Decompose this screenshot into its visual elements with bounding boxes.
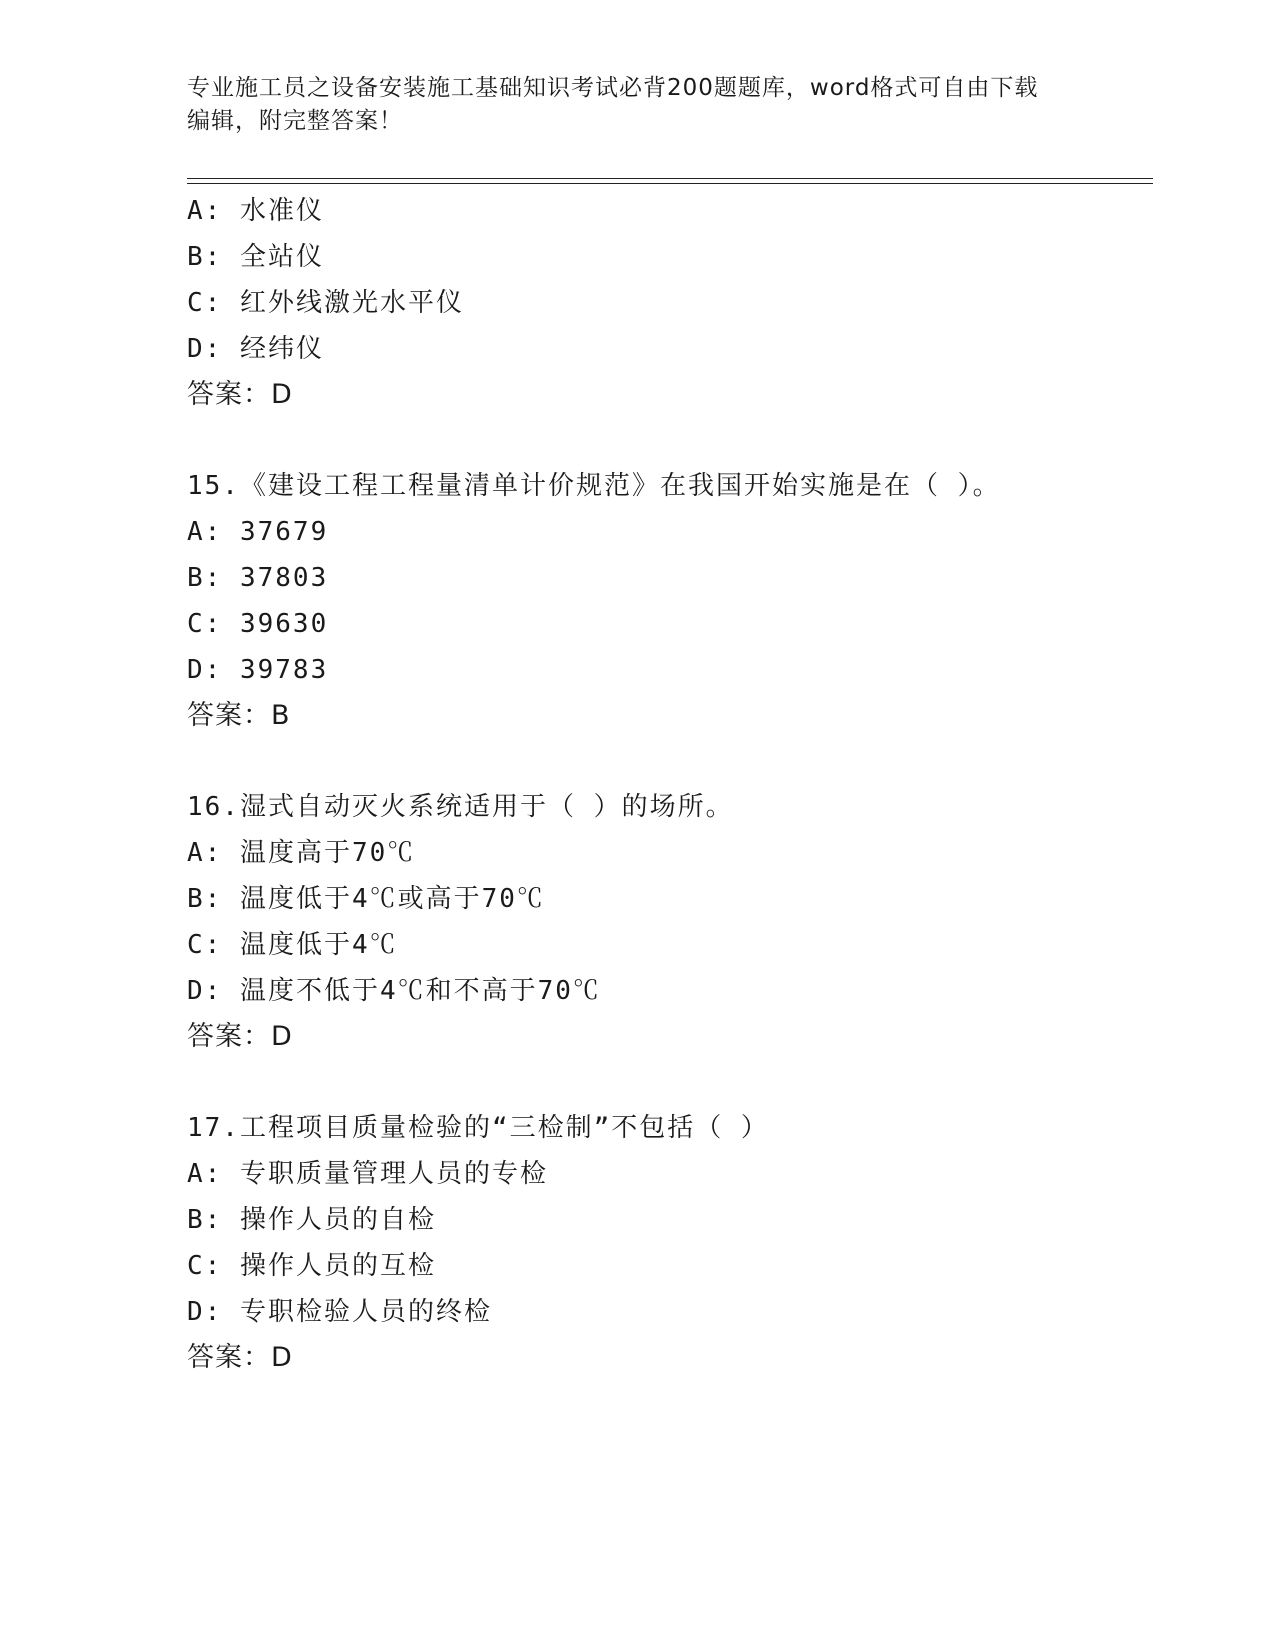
question-text: 16.湿式自动灭火系统适用于（ ）的场所。 xyxy=(187,792,734,822)
question-list xyxy=(187,188,1153,1381)
question-text: 15.《建设工程工程量清单计价规范》在我国开始实施是在（ ）。 xyxy=(187,471,1001,501)
answer: 答案：B xyxy=(187,700,291,731)
question-text: 17.工程项目质量检验的“三检制”不包括（ ） xyxy=(187,1113,769,1143)
option-b: B: 全站仪 xyxy=(187,242,324,272)
question-15 xyxy=(187,463,1153,739)
header-rule-top xyxy=(187,178,1153,179)
question-16 xyxy=(187,784,1153,1060)
option-d: D: 专职检验人员的终检 xyxy=(187,1297,492,1327)
option-a: A: 温度高于70℃ xyxy=(187,838,416,868)
option-d: D: 39783 xyxy=(187,655,329,685)
document-header xyxy=(187,72,1087,138)
option-c: C: 红外线激光水平仪 xyxy=(187,288,464,318)
option-d: D: 温度不低于4℃和不高于70℃ xyxy=(187,976,601,1006)
option-a: A: 专职质量管理人员的专检 xyxy=(187,1159,548,1189)
answer: 答案：D xyxy=(187,1021,293,1052)
header-rule-bottom xyxy=(187,183,1153,184)
option-c: C: 温度低于4℃ xyxy=(187,930,398,960)
option-c: C: 操作人员的互检 xyxy=(187,1251,436,1281)
header-line-1: 专业施工员之设备安装施工基础知识考试必背200题题库，word格式可自由下载 xyxy=(187,75,1039,101)
option-d: D: 经纬仪 xyxy=(187,334,324,364)
option-b: B: 37803 xyxy=(187,563,329,593)
option-a: A: 37679 xyxy=(187,517,329,547)
question-17 xyxy=(187,1105,1153,1381)
option-a: A: 水准仪 xyxy=(187,196,324,226)
option-c: C: 39630 xyxy=(187,609,329,639)
answer: 答案：D xyxy=(187,1342,293,1373)
option-b: B: 操作人员的自检 xyxy=(187,1205,436,1235)
option-b: B: 温度低于4℃或高于70℃ xyxy=(187,884,545,914)
answer: 答案：D xyxy=(187,379,293,410)
header-line-2: 编辑，附完整答案！ xyxy=(187,108,403,134)
question-14 xyxy=(187,188,1153,418)
